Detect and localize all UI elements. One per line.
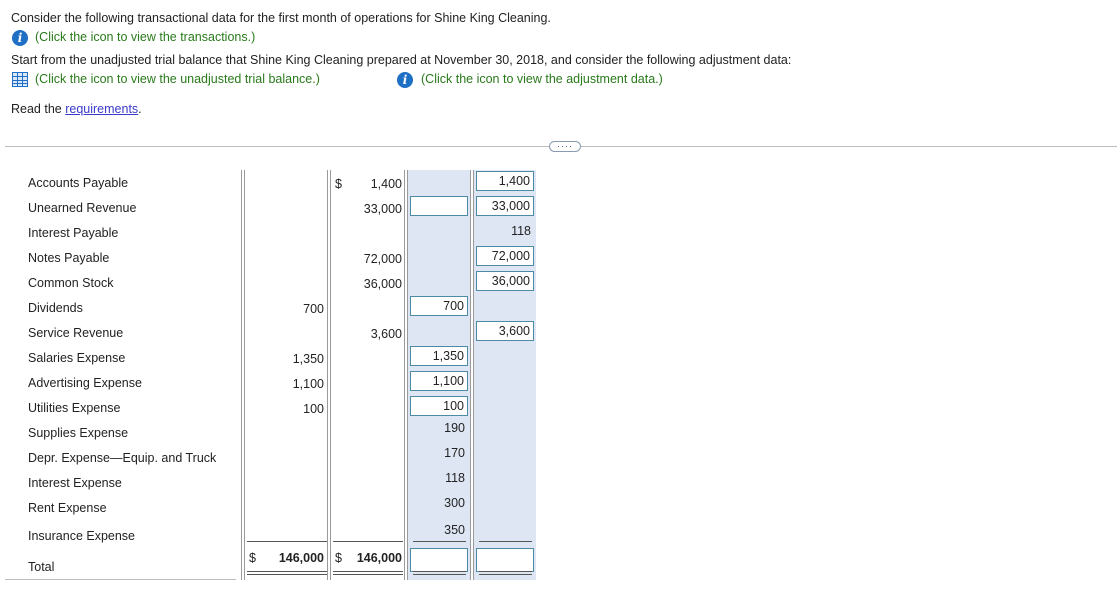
column-rule <box>470 170 471 580</box>
more-button[interactable]: ···· <box>549 141 581 152</box>
table-icon[interactable] <box>12 72 28 87</box>
total-double-rule <box>479 574 532 575</box>
read-suffix: . <box>138 102 142 116</box>
adjusted-debit: 350 <box>444 523 465 537</box>
read-prefix: Read the <box>11 102 66 116</box>
account-name: Unearned Revenue <box>28 201 137 215</box>
adjusted-credit-input[interactable]: 1,400 <box>476 171 534 191</box>
account-name: Interest Payable <box>28 226 119 240</box>
adjusted-debit-input[interactable]: 100 <box>410 396 468 416</box>
adjustment-data-link[interactable]: (Click the icon to view the adjustment data.) <box>421 72 663 86</box>
account-name: Dividends <box>28 301 83 315</box>
transactions-link[interactable]: (Click the icon to view the transactions.) <box>35 30 256 44</box>
adjusted-debit: 190 <box>444 421 465 435</box>
total-adjusted-debit-input[interactable] <box>410 548 468 572</box>
subtotal-rule <box>247 541 327 542</box>
account-name: Advertising Expense <box>28 376 142 390</box>
info-icon[interactable]: i <box>397 72 413 88</box>
account-name: Insurance Expense <box>28 529 136 543</box>
unadjusted-debit: 1,100 <box>292 377 324 391</box>
total-double-rule <box>479 571 532 572</box>
column-rule <box>327 170 328 580</box>
total-unadjusted-credit: 146,000 <box>356 551 402 565</box>
total-adjusted-credit-input[interactable] <box>476 548 534 572</box>
unadjusted-debit: 1,350 <box>292 352 324 366</box>
account-name: Salaries Expense <box>28 351 126 365</box>
subtotal-rule <box>413 541 466 542</box>
unadjusted-credit: 36,000 <box>363 277 402 291</box>
total-unadjusted-debit: 146,000 <box>278 551 324 565</box>
adjusted-credit-input[interactable]: 72,000 <box>476 246 534 266</box>
column-rule <box>404 170 405 580</box>
adjusted-debit: 118 <box>445 471 465 485</box>
total-label: Total <box>28 560 55 574</box>
unadjusted-debit: 700 <box>303 302 324 316</box>
adjustment-intro-text: Start from the unadjusted trial balance that Shine King Cleaning prepared at November 30, 2018, and consider the following adjustment data: <box>11 53 792 67</box>
account-name: Common Stock <box>28 276 114 290</box>
account-name: Supplies Expense <box>28 426 129 440</box>
unadjusted-credit: 1,400 <box>370 177 402 191</box>
total-double-rule <box>247 574 327 575</box>
currency-sign: $ <box>335 177 342 191</box>
unadjusted-debit: 100 <box>303 402 324 416</box>
unadjusted-credit: 33,000 <box>363 202 402 216</box>
column-rule <box>244 170 245 580</box>
column-rule <box>241 170 242 580</box>
subtotal-rule <box>333 541 403 542</box>
account-name: Rent Expense <box>28 501 107 515</box>
adjusted-credit-input[interactable]: 33,000 <box>476 196 534 216</box>
currency-sign: $ <box>249 551 256 565</box>
adjusted-credit: 118 <box>511 224 531 238</box>
bottom-rule <box>5 579 236 580</box>
adjusted-debit-input[interactable]: 1,100 <box>410 371 468 391</box>
account-name: Depr. Expense—Equip. and Truck <box>28 451 217 465</box>
account-name: Interest Expense <box>28 476 122 490</box>
total-double-rule <box>413 571 466 572</box>
adjusted-debit: 300 <box>444 496 465 510</box>
account-name: Utilities Expense <box>28 401 121 415</box>
account-name: Accounts Payable <box>28 176 129 190</box>
subtotal-rule <box>479 541 532 542</box>
adjusted-debit-input[interactable]: 700 <box>410 296 468 316</box>
account-name: Notes Payable <box>28 251 110 265</box>
column-rule <box>407 170 408 580</box>
total-double-rule <box>247 571 327 572</box>
adjusted-credit-input[interactable]: 36,000 <box>476 271 534 291</box>
account-name: Service Revenue <box>28 326 124 340</box>
column-rule <box>330 170 331 580</box>
total-double-rule <box>333 571 403 572</box>
unadjusted-credit: 3,600 <box>370 327 402 341</box>
adjusted-debit-input[interactable] <box>410 196 468 216</box>
intro-text: Consider the following transactional data for the first month of operations for Shine King Cleaning. <box>11 11 551 25</box>
currency-sign: $ <box>335 551 342 565</box>
adjusted-debit-input[interactable]: 1,350 <box>410 346 468 366</box>
info-icon[interactable]: i <box>12 30 28 46</box>
adjusted-debit: 170 <box>444 446 465 460</box>
read-requirements <box>11 102 142 116</box>
trial-balance-link[interactable]: (Click the icon to view the unadjusted trial balance.) <box>35 72 320 86</box>
column-rule <box>473 170 474 580</box>
requirements-link[interactable]: requirements <box>65 102 139 116</box>
total-double-rule <box>333 574 403 575</box>
unadjusted-credit: 72,000 <box>363 252 402 266</box>
adjusted-credit-input[interactable]: 3,600 <box>476 321 534 341</box>
total-double-rule <box>413 574 466 575</box>
